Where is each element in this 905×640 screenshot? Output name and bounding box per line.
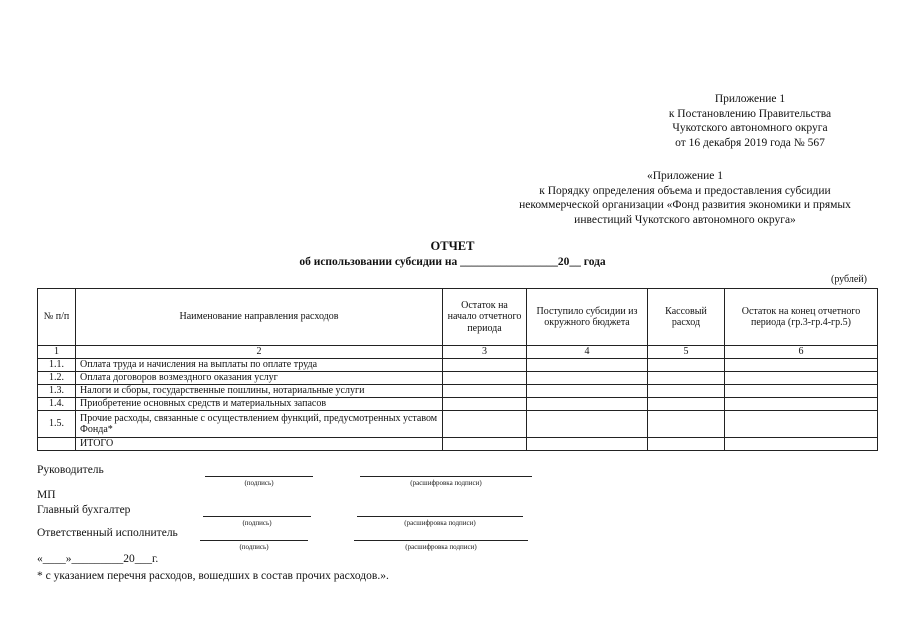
table-header-row <box>38 289 878 346</box>
column-number: 3 <box>443 346 527 359</box>
value-cell[interactable] <box>527 372 648 385</box>
value-cell[interactable] <box>443 359 527 372</box>
value-cell[interactable] <box>527 411 648 438</box>
value-cell[interactable] <box>648 359 725 372</box>
head-decoding-line[interactable] <box>360 476 532 477</box>
table-row <box>38 411 878 438</box>
value-cell[interactable] <box>443 385 527 398</box>
row-number: 1.1. <box>38 359 76 372</box>
value-cell[interactable] <box>648 398 725 411</box>
value-cell[interactable] <box>527 438 648 451</box>
column-header: Остаток на конец отчетного периода (гр.3-гр.4-гр.5) <box>725 289 878 346</box>
procedure-appendix-line: некоммерческой организации «Фонд развития экономики и прямых <box>519 199 851 211</box>
procedure-appendix-header <box>470 169 900 227</box>
value-cell[interactable] <box>527 359 648 372</box>
table-row <box>38 385 878 398</box>
appendix-header-line: от 16 декабря 2019 года № 567 <box>675 136 825 149</box>
value-cell[interactable] <box>443 411 527 438</box>
expense-name: Оплата договоров возмездного оказания услуг <box>76 372 443 385</box>
appendix-header-line: к Постановлению Правительства <box>668 107 832 120</box>
value-cell[interactable] <box>725 411 878 438</box>
value-cell[interactable] <box>725 398 878 411</box>
head-signature-line[interactable] <box>205 476 313 477</box>
signature-caption: (подпись) <box>242 519 272 527</box>
report-subtitle: об использовании субсидии на _________________20__ года <box>299 256 606 268</box>
row-number: 1.5. <box>38 411 76 438</box>
signature-caption: (подпись) <box>244 479 274 487</box>
column-header: Остаток на начало отчетного периода <box>443 289 527 346</box>
currency-unit: (рублей) <box>830 274 867 285</box>
column-number: 6 <box>725 346 878 359</box>
procedure-appendix-line: к Порядку определения объема и предоставления субсидии <box>539 184 831 197</box>
column-number: 1 <box>38 346 76 359</box>
value-cell[interactable] <box>443 398 527 411</box>
column-header: Наименование направления расходов <box>76 289 443 346</box>
expense-name: Приобретение основных средств и материальных запасов <box>76 398 443 411</box>
report-title: ОТЧЕТ <box>430 239 475 253</box>
chief-accountant-decoding-line[interactable] <box>357 516 523 517</box>
table-row <box>38 372 878 385</box>
column-number: 5 <box>648 346 725 359</box>
value-cell[interactable] <box>648 411 725 438</box>
decoding-caption: (расшифровка подписи) <box>405 543 477 551</box>
procedure-appendix-line: «Приложение 1 <box>646 170 724 182</box>
expense-name: Прочие расходы, связанные с осуществлением функций, предусмотренных уставом Фонда* <box>76 411 443 438</box>
report-table <box>37 288 878 451</box>
row-number <box>38 438 76 451</box>
column-header: Кассовый расход <box>648 289 725 346</box>
value-cell[interactable] <box>725 438 878 451</box>
value-cell[interactable] <box>648 438 725 451</box>
value-cell[interactable] <box>725 372 878 385</box>
signature-caption: (подпись) <box>239 543 269 551</box>
appendix-header <box>600 92 900 150</box>
decoding-caption: (расшифровка подписи) <box>404 519 476 527</box>
decoding-caption: (расшифровка подписи) <box>410 479 482 487</box>
head-label: Руководитель <box>37 464 104 476</box>
column-header: № п/п <box>38 289 76 346</box>
column-header: Поступило субсидии из окружного бюджета <box>527 289 648 346</box>
row-number: 1.4. <box>38 398 76 411</box>
executor-signature-line[interactable] <box>200 540 308 541</box>
value-cell[interactable] <box>648 372 725 385</box>
date-line[interactable]: «____»_________20___г. <box>37 553 159 565</box>
value-cell[interactable] <box>725 359 878 372</box>
chief-accountant-signature-line[interactable] <box>203 516 311 517</box>
value-cell[interactable] <box>527 398 648 411</box>
expense-name: Налоги и сборы, государственные пошлины, нотариальные услуги <box>76 385 443 398</box>
stamp-label: МП <box>37 489 56 501</box>
value-cell[interactable] <box>725 385 878 398</box>
executor-decoding-line[interactable] <box>354 540 528 541</box>
footnote: * с указанием перечня расходов, вошедших в состав прочих расходов.». <box>37 570 389 582</box>
chief-accountant-label: Главный бухгалтер <box>37 504 131 516</box>
executor-label: Ответственный исполнитель <box>37 527 178 539</box>
value-cell[interactable] <box>527 385 648 398</box>
appendix-header-line: Приложение 1 <box>714 93 786 105</box>
column-number-row <box>38 346 878 359</box>
column-number: 2 <box>76 346 443 359</box>
row-number: 1.2. <box>38 372 76 385</box>
expense-name: Оплата труда и начисления на выплаты по оплате труда <box>76 359 443 372</box>
procedure-appendix-line: инвестиций Чукотского автономного округа» <box>574 213 796 226</box>
total-label: ИТОГО <box>76 438 443 451</box>
total-row <box>38 438 878 451</box>
value-cell[interactable] <box>648 385 725 398</box>
table-row <box>38 359 878 372</box>
value-cell[interactable] <box>443 372 527 385</box>
column-number: 4 <box>527 346 648 359</box>
table-row <box>38 398 878 411</box>
value-cell[interactable] <box>443 438 527 451</box>
appendix-header-line: Чукотского автономного округа <box>672 122 828 134</box>
row-number: 1.3. <box>38 385 76 398</box>
